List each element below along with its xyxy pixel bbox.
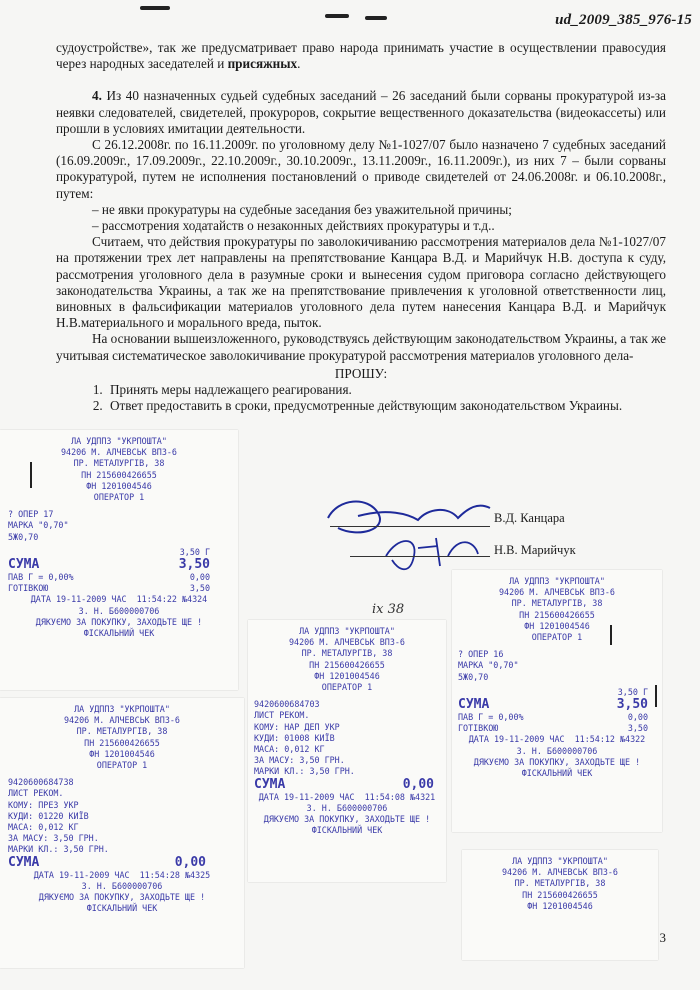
page-number: 3	[659, 930, 666, 945]
receipt: ЛА УДППЗ "УКРПОШТА" 94206 М. АЛЧЕВСЬК ВПЗ-6 ПР. МЕТАЛУРГІВ, 38 ПН 215600426655 ФН 1201004546 ОПЕРАТОР 1 ? ОПЕР 16 МАРКА "0,70" 5Ж0,70 3,50 Г СУМА 3,50 ПАВ Г = 0,00% 0,00 ГОТІВКОЮ 3,50 ДАТА 19-11-2009 ЧАС 11:54:12 №4322 3. Н. Б600000706 ДЯКУЄМО ЗА ПОКУПКУ, ЗАХОДЬТЕ ЩЕ ! ФІСКАЛЬНИЙ ЧЕК	[452, 570, 662, 832]
signature-mariichuk	[378, 526, 488, 576]
paragraph: судоустройстве», так же предусматривает право народа принимать участие в осуществлении правосудия через народных заседателей и присяжных.	[56, 40, 666, 72]
document-id: ud_2009_385_976-15	[555, 12, 692, 28]
paragraph: – не явки прокуратуры на судебные заседания без уважительной причины;	[92, 201, 512, 217]
scan-mark	[325, 14, 349, 18]
signer-name: Н.В. Марийчук	[494, 543, 576, 557]
scan-mark	[365, 16, 387, 20]
paragraph: – рассмотрения ходатайств о незаконных действиях прокуратуры и т.д..	[92, 218, 495, 234]
total-row: СУМА 0,00	[8, 854, 206, 870]
receipt: ЛА УДППЗ "УКРПОШТА" 94206 М. АЛЧЕВСЬК ВПЗ-6 ПР. МЕТАЛУРГІВ, 38 ПН 215600426655 ФН 1201004546 ОПЕРАТОР 1 ? ОПЕР 17 МАРКА "0,70" 5Ж0,70 3,50 Г СУМА 3,50 ПАВ Г = 0,00% 0,00 ГОТІВКОЮ 3,50 ДАТА 19-11-2009 ЧАС 11:54:22 №4324 3. Н. Б600000706 ДЯКУЄМО ЗА ПОКУПКУ, ЗАХОДЬТЕ ЩЕ ! ФІСКАЛЬНИЙ ЧЕК	[0, 430, 238, 690]
paragraph: Считаем, что действия прокуратуры по заволокичиванию рассмотрения материалов дела №1-1027/07 на протяжении трех лет направлены на препятствование Канцара В.Д. и Марийчук Н.В. доступа к суду, рассмотрения уголовного дела в разумные сроки и вынесения судом приговора согласно действующего законодательства Украины, а так же на препятствование привлечения к уголовной ответственности лиц, виновных в фальсификации материалов уголовного дела путем нанесения Канцара В.Д. и Марийчук Н.В.материального и морального вреда, пыток.	[56, 234, 666, 331]
list-item: 1. Принять меры надлежащего реагирования.	[106, 382, 666, 398]
receipt: ЛА УДППЗ "УКРПОШТА" 94206 М. АЛЧЕВСЬК ВПЗ-6 ПР. МЕТАЛУРГІВ, 38 ПН 215600426655 ФН 1201004546	[462, 850, 658, 960]
paragraph: С 26.12.2008г. по 16.11.2009г. по уголовному делу №1-1027/07 было назначено 7 судебных заседаний (16.09.2009г., 17.09.2009г., 22.10.2009г., 30.10.2009г., 13.11.2009г., 16.11.2009г.), из них 7 – были сорваны прокуратурой, путем не исполнения постановлений о приводе свидетелей от 24.06.2008г. и 06.10.2008г., путем:	[56, 137, 666, 201]
request-heading: ПРОШУ:	[334, 365, 388, 381]
letter-body	[56, 40, 666, 414]
pen-mark	[655, 685, 657, 707]
total-row: СУМА 3,50	[8, 557, 210, 573]
paragraph: 4. Из 40 назначенных судьей судебных заседаний – 26 заседаний были сорваны прокуратурой из-за неявки следователей, свидетелей, прокуроров, сокрытие вещественного доказательства (видеокассеты) или прошли в условиях имитации деятельности.	[56, 88, 666, 136]
list-item: 2. Ответ предоставить в сроки, предусмотренные действующим законодательством Украины.	[106, 398, 666, 414]
signer-name: В.Д. Канцара	[494, 511, 565, 525]
paragraph: На основании вышеизложенного, руководствуясь действующим законодательством Украины, а так же учитывая систематическое заволокичивание прокуратурой рассмотрения материалов уголовного дела-	[56, 331, 666, 363]
receipt: ЛА УДППЗ "УКРПОШТА" 94206 М. АЛЧЕВСЬК ВПЗ-6 ПР. МЕТАЛУРГІВ, 38 ПН 215600426655 ФН 1201004546 ОПЕРАТОР 1 9420600684738 ЛИСТ РЕКОМ. КОМУ: ПРЕЗ УКР КУДИ: 01220 КИЇВ МАСА: 0,012 КГ ЗА МАСУ: 3,50 ГРН. МАРКИ КЛ.: 3,50 ГРН. СУМА 0,00 ДАТА 19-11-2009 ЧАС 11:54:28 №4325 3. Н. Б600000706 ДЯКУЄМО ЗА ПОКУПКУ, ЗАХОДЬТЕ ЩЕ ! ФІСКАЛЬНИЙ ЧЕК	[0, 698, 244, 968]
receipt: ЛА УДППЗ "УКРПОШТА" 94206 М. АЛЧЕВСЬК ВПЗ-6 ПР. МЕТАЛУРГІВ, 38 ПН 215600426655 ФН 1201004546 ОПЕРАТОР 1 9420600684703 ЛИСТ РЕКОМ. КОМУ: НАР ДЕП УКР КУДИ: 01008 КИЇВ МАСА: 0,012 КГ ЗА МАСУ: 3,50 ГРН. МАРКИ КЛ.: 3,50 ГРН. СУМА 0,00 ДАТА 19-11-2009 ЧАС 11:54:08 №4321 3. Н. Б600000706 ДЯКУЄМО ЗА ПОКУПКУ, ЗАХОДЬТЕ ЩЕ ! ФІСКАЛЬНИЙ ЧЕК	[248, 620, 446, 882]
scan-mark	[140, 6, 170, 10]
pen-mark	[610, 625, 612, 645]
request-list	[56, 382, 666, 414]
total-row: СУМА 0,00	[254, 776, 434, 792]
signature-line	[350, 556, 490, 557]
total-row: СУМА 3,50	[458, 697, 648, 713]
handwritten-note: іх 38	[372, 602, 405, 617]
signature-line	[330, 526, 490, 527]
pen-mark	[30, 462, 32, 488]
